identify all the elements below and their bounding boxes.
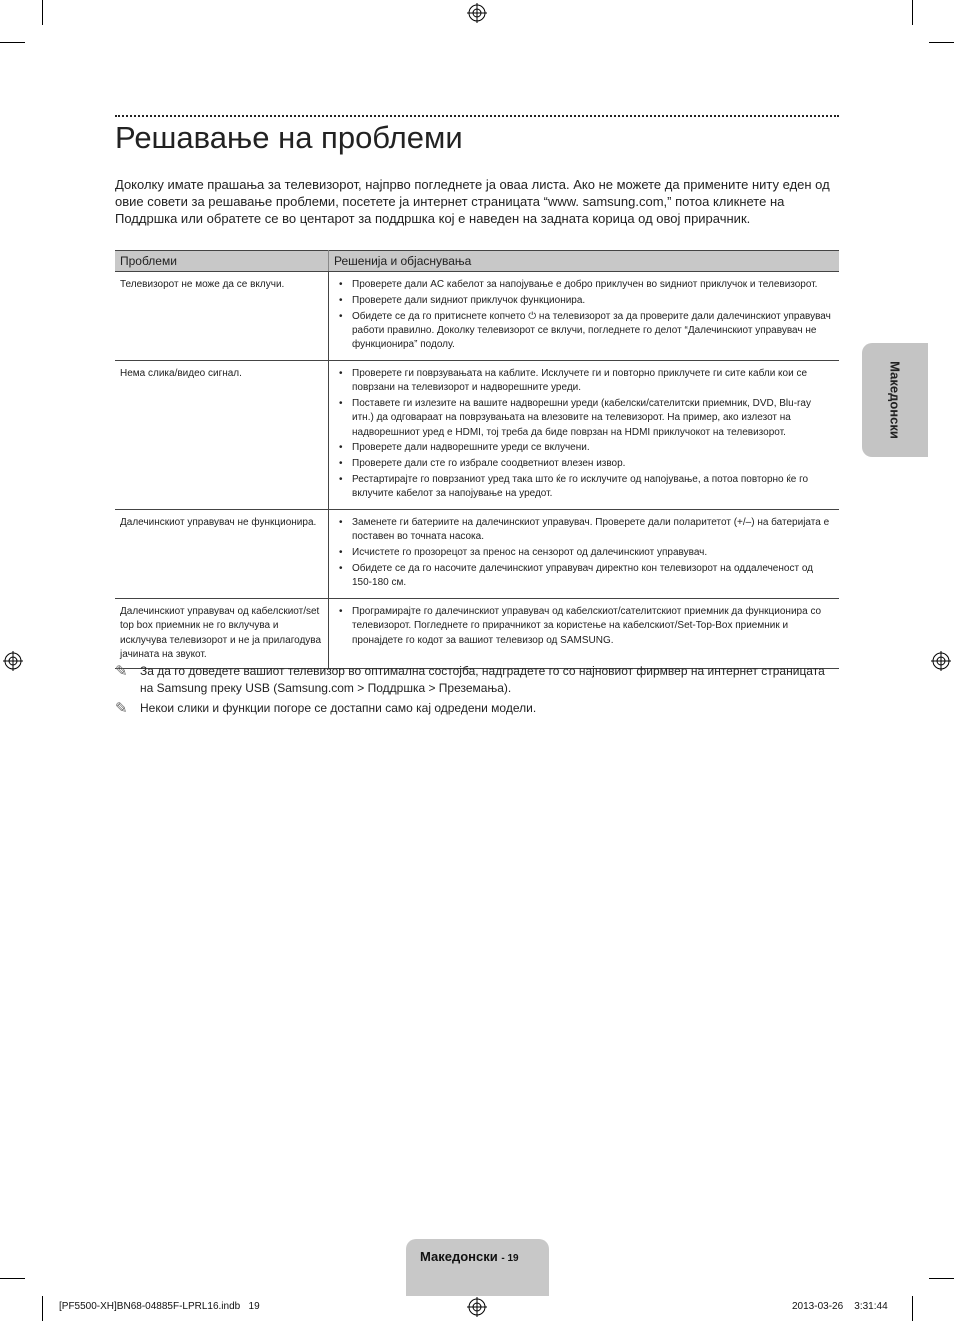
table-header-row: [115, 251, 839, 272]
table-row: [115, 599, 839, 669]
note-item: [115, 700, 839, 717]
crop-mark: [912, 0, 913, 25]
note-text: За да го доведете вашиот телевизор во оптимална состојба, надградете го со најновиот фирмвер на интернет страницата на Samsung преку USB (Samsung.com > Поддршка > Преземања).: [140, 664, 825, 695]
intro-paragraph: Доколку имате прашања за телевизорот, најпрво погледнете ја оваа листа. Ако не можете да примените ниту еден од овие совети за решавање проблеми, посетете ја интернет страницата “www. samsung.com,” потоа кликнете на Поддршка или обратете се во центарот за поддршка кој е наведен на задната корица од овој прирачник.: [115, 177, 830, 226]
solution-cell: [329, 272, 840, 361]
solution-cell: [329, 510, 840, 599]
crop-mark: [0, 42, 25, 43]
table-row: [115, 272, 839, 361]
side-tab-label: Македонски: [887, 361, 903, 439]
solution-list: [334, 516, 834, 590]
title-divider: [115, 115, 839, 117]
solution-list: [334, 278, 834, 352]
note-pencil-icon: ✎: [115, 663, 128, 680]
solution-item: • Проверете дали надворешните уреди се вклучени.: [334, 441, 834, 455]
footer-language: [420, 1249, 519, 1264]
page-title: Решавање на проблеми: [115, 120, 463, 155]
page-footer-tab: [406, 1239, 549, 1296]
registration-mark-icon: [931, 651, 951, 671]
problem-cell: Далечинскиот управувач од кабелскиот/set top box приемник не го вклучува и исклучува телевизорот и не ја прилагодува јачината на звукот.: [115, 599, 329, 669]
registration-mark-icon: [467, 3, 487, 23]
problem-cell: Телевизорот не може да се вклучи.: [115, 272, 329, 361]
column-header-problems: Проблеми: [115, 251, 329, 272]
solution-item: • Поставете ги излезите на вашите надворешни уреди (кабелски/сателитски приемник, DVD, Blu-ray итн.) да одговараат на поврзувањата на влезовите на телевизорот. На пример, ако излезот на надворешниот уред е HDMI, тој треба да биде поврзан на HDMI приклучокот на телевизорот.: [334, 397, 834, 440]
registration-mark-icon: [3, 651, 23, 671]
column-header-solutions: Решенија и објаснувања: [329, 251, 840, 272]
solution-list: [334, 367, 834, 502]
solution-item: • Проверете ги поврзувањата на каблите. Исклучете ги и повторно приклучете ги сите кабли кои се поврзани на телевизорот и надворешните уреди.: [334, 367, 834, 396]
solution-list: [334, 605, 834, 648]
print-slug-file: [PF5500-XH]BN68-04885F-LPRL16.indb 19: [59, 1301, 260, 1312]
solution-cell: [329, 360, 840, 509]
troubleshooting-table: [115, 250, 839, 669]
crop-mark: [42, 1296, 43, 1321]
footer-language-label: Македонски: [420, 1249, 498, 1264]
solution-item: • Обидете се да го насочите далечинскиот управувач директно кон телевизорот на оддалеченост од 150-180 см.: [334, 562, 834, 591]
notes-section: [115, 663, 839, 720]
solution-item: • Проверете дали ѕидниот приклучок функционира.: [334, 294, 834, 308]
crop-mark: [912, 1296, 913, 1321]
solution-item: • Проверете дали AC кабелот за напојување е добро приклучен во ѕидниот приклучок и телевизорот.: [334, 278, 834, 292]
language-side-tab: [862, 343, 928, 457]
solution-cell: [329, 599, 840, 669]
table-row: [115, 360, 839, 509]
solution-item: • Обидете се да го притиснете копчето ⏻ на телевизорот за да проверите дали далечинскиот управувач работи правилно. Доколку телевизорот се вклучи, погледнете го делот “Далечинскиот управувач не функционира” подолу.: [334, 310, 834, 353]
solution-item: • Исчистете го прозорецот за пренос на сензорот од далечинскиот управувач.: [334, 546, 834, 560]
note-text: Некои слики и функции погоре се достапни само кај одредени модели.: [140, 701, 537, 715]
crop-mark: [929, 42, 954, 43]
solution-item: • Заменете ги батериите на далечинскиот управувач. Проверете дали поларитетот (+/–) на батеријата е поставен во точната насока.: [334, 516, 834, 545]
table-row: [115, 510, 839, 599]
solution-item: • Проверете дали сте го избрале соодветниот влезен извор.: [334, 457, 834, 471]
solution-item: • Рестартирајте го поврзаниот уред така што ќе го исклучите од напојување, а потоа повторно ќе го вклучите кабелот за напојување на уредот.: [334, 473, 834, 502]
note-item: [115, 663, 839, 697]
note-pencil-icon: ✎: [115, 700, 128, 717]
crop-mark: [929, 1278, 954, 1279]
registration-mark-icon: [467, 1297, 487, 1317]
problem-cell: Далечинскиот управувач не функционира.: [115, 510, 329, 599]
problem-cell: Нема слика/видео сигнал.: [115, 360, 329, 509]
print-slug-date: 2013-03-26 ￹￹ 3:31:44: [792, 1301, 888, 1312]
page-number: - 19: [501, 1253, 519, 1264]
crop-mark: [42, 0, 43, 25]
solution-item: • Програмирајте го далечинскиот управувач од кабелскиот/сателитскиот приемник да функционира со телевизорот. Погледнете го прирачникот за користење на кабелскиот/Set-Top-Box приемник и пронајдете го кодот за вашиот телевизор од SAMSUNG.: [334, 605, 834, 648]
crop-mark: [0, 1278, 25, 1279]
